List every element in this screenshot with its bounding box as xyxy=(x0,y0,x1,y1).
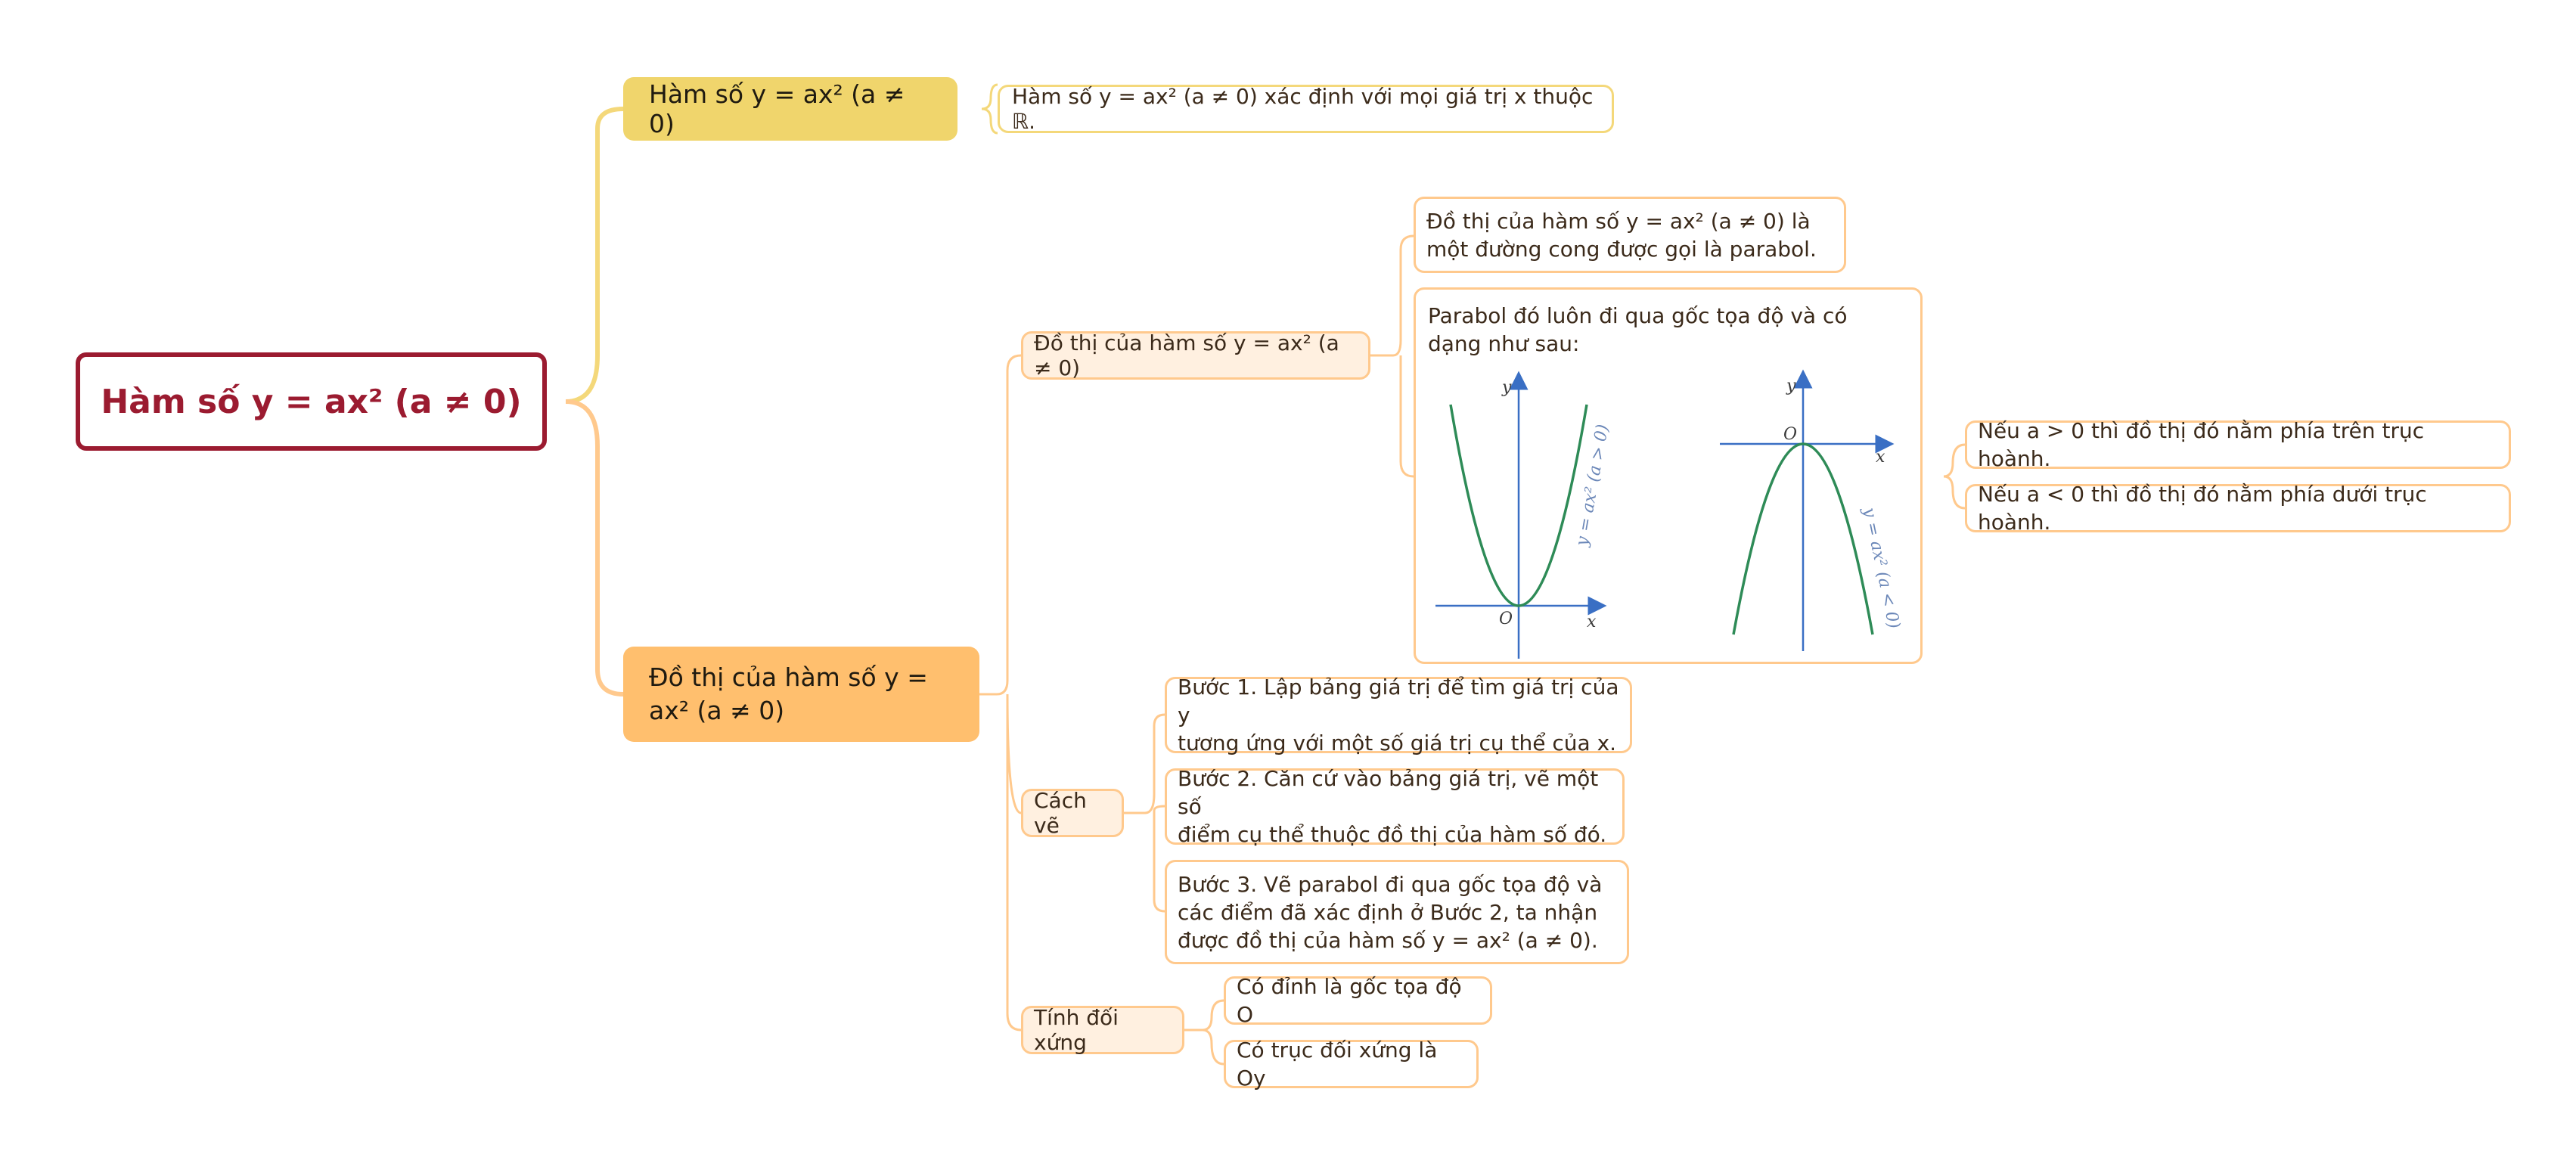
right-y-label: y xyxy=(1786,377,1796,396)
leaf-graph-description[interactable] xyxy=(1414,197,1846,273)
leaf-step-3[interactable] xyxy=(1165,860,1629,964)
leaf-symmetry-vertex-text: Có đỉnh là gốc tọa độ O xyxy=(1237,974,1462,1027)
leaf-step-1[interactable] xyxy=(1165,677,1632,753)
left-x-label: x xyxy=(1587,613,1597,631)
leaf-step-2[interactable] xyxy=(1165,768,1625,845)
sub-drawing[interactable] xyxy=(1021,789,1124,837)
branch-definition-label: Hàm số y = ax² (a ≠ 0) xyxy=(649,79,905,138)
leaf-case-positive[interactable] xyxy=(1965,420,2511,469)
connector-graph-children xyxy=(1370,236,1414,476)
leaf-definition-domain[interactable] xyxy=(998,85,1614,133)
sub-symmetry[interactable] xyxy=(1021,1006,1184,1054)
left-curve-label: y = ax² (a > 0) xyxy=(1572,423,1613,548)
sub-graph[interactable] xyxy=(1021,331,1370,380)
connector-branch2-trunk xyxy=(979,355,1021,1030)
right-curve-label: y = ax² (a < 0) xyxy=(1859,506,1904,631)
step-3-line-3: được đồ thị của hàm số y = ax² (a ≠ 0). xyxy=(1178,927,1598,953)
step-2-line-2: điểm cụ thể thuộc đồ thị của hàm số đó. xyxy=(1178,822,1607,847)
branch-graph-label: Đồ thị của hàm số y = ax² (a ≠ 0) xyxy=(649,662,928,725)
leaf-case-negative-text: Nếu a < 0 thì đồ thị đó nằm phía dưới trục hoành. xyxy=(1978,482,2427,535)
sub-symmetry-label: Tính đối xứng xyxy=(1034,1005,1119,1055)
branch-graph[interactable] xyxy=(623,647,979,742)
sub-graph-label: Đồ thị của hàm số y = ax² (a ≠ 0) xyxy=(1034,330,1339,380)
leaf-symmetry-axis-text: Có trục đối xứng là Oy xyxy=(1237,1038,1438,1091)
step-1-line-2: tương ứng với một số giá trị cụ thể của x. xyxy=(1178,731,1617,755)
leaf-definition-domain-text: Hàm số y = ax² (a ≠ 0) xác định với mọi giá trị x thuộc ℝ. xyxy=(1012,84,1594,134)
connector-branch1-leaf xyxy=(982,85,998,133)
left-origin-label: O xyxy=(1499,610,1513,628)
step-2-line-1: Bước 2. Căn cứ vào bảng giá trị, vẽ một số xyxy=(1178,766,1599,819)
parabola-panel-caption: Parabol đó luôn đi qua gốc tọa độ và có dạng như sau: xyxy=(1428,303,1848,356)
step-3-line-2: các điểm đã xác định ở Bước 2, ta nhận xyxy=(1178,899,1598,925)
step-3-line-1: Bước 3. Vẽ parabol đi qua gốc tọa độ và xyxy=(1178,871,1603,897)
connector-root-branch2 xyxy=(566,402,623,694)
connector-draw-steps xyxy=(1124,715,1165,911)
left-y-label: y xyxy=(1502,378,1512,397)
connector-symmetry-items xyxy=(1184,1001,1224,1064)
right-origin-label: O xyxy=(1783,425,1798,444)
leaf-symmetry-vertex[interactable] xyxy=(1224,976,1492,1025)
connector-root-branch1 xyxy=(566,109,623,402)
leaf-graph-description-text: Đồ thị của hàm số y = ax² (a ≠ 0) là một đường cong được gọi là parabol. xyxy=(1426,208,1817,262)
parabola-panel[interactable] xyxy=(1414,287,1923,664)
branch-definition[interactable] xyxy=(623,77,957,141)
connector-panel-cases xyxy=(1944,445,1965,508)
step-1-line-1: Bước 1. Lập bảng giá trị để tìm giá trị của y xyxy=(1178,675,1619,728)
sub-drawing-label: Cách vẽ xyxy=(1034,788,1087,838)
leaf-symmetry-axis[interactable] xyxy=(1224,1038,1479,1091)
right-x-label: x xyxy=(1876,448,1885,467)
leaf-case-negative[interactable] xyxy=(1965,482,2511,535)
root-node[interactable] xyxy=(76,352,547,451)
root-label: Hàm số y = ax² (a ≠ 0) xyxy=(101,382,522,421)
leaf-case-positive-text: Nếu a > 0 thì đồ thị đó nằm phía trên trục hoành. xyxy=(1978,418,2425,471)
parabola-figure xyxy=(1416,290,1925,666)
